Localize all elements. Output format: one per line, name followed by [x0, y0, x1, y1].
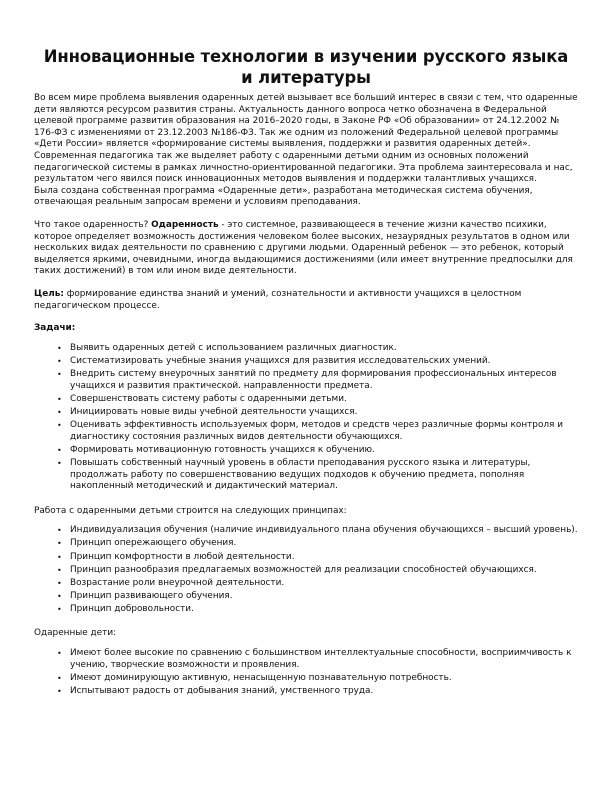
- bullet-icon: •: [57, 459, 62, 469]
- bullet-icon: •: [57, 649, 62, 659]
- goal-label: Цель:: [34, 288, 64, 299]
- list-item: • Инициировать новые виды учебной деятельности учащихся.: [57, 407, 358, 418]
- tasks-list: [34, 343, 578, 493]
- list-item: • Испытывают радость от добывания знаний, умственного труда.: [57, 686, 374, 697]
- bullet-icon: •: [57, 687, 62, 697]
- list-item: • Выявить одаренных детей с использованием различных диагностик.: [57, 342, 397, 353]
- definition-paragraph: [34, 220, 578, 278]
- bullet-icon: •: [57, 673, 62, 683]
- gifted-list: [34, 648, 578, 698]
- definition-prefix: Что такое одаренность?: [34, 219, 152, 230]
- principles-heading: Работа с одаренными детьми строится на следующих принципах:: [34, 505, 347, 516]
- bullet-icon: •: [57, 394, 62, 404]
- list-item: • Формировать мотивационную готовность учащихся к обучению.: [57, 445, 375, 455]
- bullet-icon: •: [57, 552, 62, 562]
- list-item: • Принцип разнообразия предлагаемых возможностей для реализации способностей обучающихся.: [57, 564, 537, 575]
- principles-list: [34, 525, 578, 616]
- goal-paragraph: [34, 289, 578, 312]
- list-item: • Принцип добровольности.: [57, 604, 194, 615]
- bullet-icon: •: [57, 526, 62, 536]
- bullet-icon: •: [57, 578, 62, 588]
- list-item: • Оценивать эффективность используемых форм, методов и средств через различные формы контроля и диагностику состояния различных видов деятельности обучающихся.: [57, 420, 563, 442]
- list-item: • Систематизировать учебные знания учащихся для развития исследовательских умений.: [57, 355, 491, 366]
- list-item: • Возрастание роли внеурочной деятельности.: [57, 577, 285, 588]
- intro-paragraph-1: Во всем мире проблема выявления одаренных детей вызывает все больший интерес в связи с тем, что одаренные дети являются ресурсом развития страны. Актуальность данного вопроса четко обозначена в Федеральной целевой программе развития образования на 2016–2020 годы, в Законе РФ «Об образовании» от 24.12.2002 № 176-ФЗ с изменениями от 23.12.2003 №186-ФЗ. Так же одним из положений Федеральной целевой программы «Дети России» является «формирование системы выявления, поддержки и развития одаренных детей». Современная педагогика так же выделяет работу с одаренными детьми одним из основных положений педагогической системы в рамках личностно-ориентированной педагогики. Эта проблема заинтересовала и нас, результатом чего явился поиск инновационных методов выявления и поддержки талантливых учащихся.: [34, 93, 578, 185]
- bullet-icon: •: [57, 356, 62, 366]
- list-item: • Имеют более высокие по сравнению с большинством интеллектуальные способности, восприимчивость к учению, творческие возможности и проявления.: [57, 648, 572, 670]
- list-item: • Принцип опережающего обучения.: [57, 538, 237, 549]
- list-item: • Повышать собственный научный уровень в области преподавания русского языка и литературы, продолжать работу по совершенствованию ведущих подходов к обучению предмета, пополняя накопленный методический и дидактический материал.: [57, 458, 531, 492]
- list-item: • Индивидуализация обучения (наличие индивидуального плана обучения обучающихся – высший уровень).: [57, 525, 578, 536]
- list-item: • Совершенствовать систему работы с одаренными детьми.: [57, 393, 347, 404]
- list-item: • Имеют доминирующую активную, ненасыщенную познавательную потребность.: [57, 672, 452, 683]
- bullet-icon: •: [57, 408, 62, 418]
- goal-text: формирование единства знаний и умений, сознательности и активности учащихся в целостном педагогическом процессе.: [34, 288, 522, 311]
- bullet-icon: •: [57, 592, 62, 602]
- bullet-icon: •: [57, 605, 62, 615]
- list-item: • Внедрить систему внеурочных занятий по предмету для формирования профессиональных интересов учащихся и развития практической. направленности предмета.: [57, 369, 557, 391]
- bullet-icon: •: [57, 565, 62, 575]
- tasks-label: Задачи:: [34, 323, 76, 334]
- list-item: • Принцип развивающего обучения.: [57, 591, 233, 602]
- intro-paragraph-2: Была создана собственная программа «Одаренные дети», разработана методическая система обучения, отвечающая реальным запросам времени и условиям преподавания.: [34, 185, 533, 208]
- definition-term: Одаренность: [151, 219, 219, 230]
- list-item: • Принцип комфортности в любой деятельности.: [57, 551, 295, 562]
- bullet-icon: •: [57, 446, 62, 455]
- gifted-heading: Одаренные дети:: [34, 628, 117, 639]
- bullet-icon: •: [57, 421, 62, 431]
- document-title: Инновационные технологии в изучении русского языка и литературы: [43, 47, 569, 87]
- tasks-heading: [34, 323, 578, 335]
- bullet-icon: •: [57, 343, 62, 353]
- definition-text: - это системное, развивающееся в течение жизни качество психики, которое определяет возможность достижения человеком более высоких, незаурядных результатов в одном или нескольких видах деятельности по сравнению с другими людьми. Одаренный ребенок — это ребенок, который выделяется яркими, очевидными, иногда выдающимися достижениями (или имеет внутренние предпосылки для таких достижений) в том или ином виде деятельности.: [34, 219, 573, 277]
- bullet-icon: •: [57, 539, 62, 549]
- bullet-icon: •: [57, 370, 62, 380]
